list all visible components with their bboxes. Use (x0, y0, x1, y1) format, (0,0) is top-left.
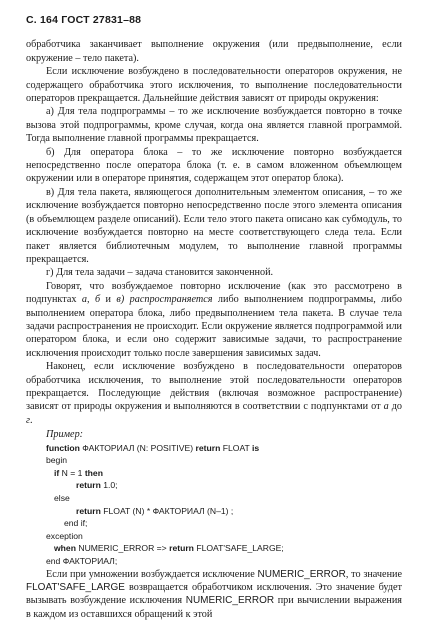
code-line-4: return 1.0; (76, 480, 118, 491)
paragraph-handler-exception (26, 360, 402, 427)
propagation-ref-ab: а, б (81, 294, 101, 306)
propagation-text-2: и (100, 294, 117, 306)
document-page (26, 14, 402, 621)
code-line-6: return FLOAT (N) * ФАКТОРИАЛ (N–1) ; (76, 505, 234, 516)
page-header: С. 164 ГОСТ 27831–88 (26, 14, 142, 26)
handler-text-2: до (388, 401, 403, 413)
handler-ref-g: г (26, 414, 30, 426)
code-line-7: end if; (64, 518, 88, 529)
numeric-error-term-2: NUMERIC_ERROR (185, 595, 275, 607)
code-line-1: function ФАКТОРИАЛ (N: POSITIVE) return FLOAT is (46, 442, 260, 453)
safe-large-term: FLOAT'SAFE_LARGE (26, 581, 125, 593)
propagation-text-1: Говорят, что возбуждаемое повторно исключение (как это рассмотрено в подпунктах (26, 280, 402, 306)
code-line-10: end ФАКТОРИАЛ; (46, 555, 118, 566)
handler-text-1: Наконец, если исключение возбуждено в последовательности операторов обработчика исключения, то выполнение этой последовательности операторов прекращается. Последующие действия (включая возможное распространение) зависят от природы окружения и выполняются в соответствии с подпунктами от (26, 361, 402, 413)
code-line-8: exception (46, 530, 83, 541)
paragraph-exception-in-sequence: Если исключение возбуждено в последовательности операторов окружения, не содержащего обработчика этого исключения, то выполнение последовательности операторов прекращается. Дальнейшие действия зависят от природы окружения: (26, 66, 402, 105)
handler-ref-a: а (383, 401, 389, 413)
paragraph-propagation (26, 280, 402, 360)
handler-text-3: . (29, 414, 33, 426)
code-line-9: when NUMERIC_ERROR => return FLOAT'SAFE_LARGE; (54, 543, 284, 554)
code-line-3: if N = 1 then (54, 467, 103, 478)
propagation-text-3: либо выполнением подпрограммы, либо выполнением оператора блока, либо предвыполнением тела пакета. В случае тела задачи распространения не происходит. Если окружение является подпрограммой или оператором блока, и если оно содержит зависимые задачи, то распространение исключения происходит только после завершения зависимых задач. (26, 294, 402, 359)
example-label: Пример: (46, 429, 84, 441)
paragraph-case-b: б) Для оператора блока – то же исключение повторно возбуждается непосредственно после оператора блока (т. е. в самом вложенном объемлющем окружении или в операторе принятия, содержащем этот оператор блока). (26, 146, 402, 185)
code-example (26, 442, 402, 568)
propagation-term: в) распространяется (116, 294, 213, 306)
paragraph-case-v: в) Для тела пакета, являющегося дополнительным элементом описания, – то же исключение возбуждается повторно непосредственно после этого элемента описания (в объемлющем разделе описаний). Если тело этого пакета описано как субмодуль, то исключение возбуждается повторно на месте соответствующего следа тела. Если пакет является библиотечным модулем, то выполнение главной программы прекращается. (26, 186, 402, 265)
code-line-2: begin (46, 455, 68, 466)
paragraph-case-g: г) Для тела задачи – задача становится законченной. (46, 267, 274, 279)
code-line-5: else (54, 492, 70, 503)
paragraph-case-a: а) Для тела подпрограммы – то же исключение возбуждается повторно в точке вызова этой подпрограммы, кроме случая, когда она является главной программой. Тогда выполнение главной программы прекращается. (26, 106, 402, 145)
paragraph-example-explanation: Если при умножении возбуждается исключение NUMERIC_ERROR, то значение FLOAT'SAFE_LARGE возвращается обработчиком исключения. Это значение будет вызывать возбуждение исключения NUMERIC_ERROR при вычислении выражения в каждом из оставшихся обращений к этой (26, 568, 402, 620)
paragraph-continuation: обработчика заканчивает выполнение окружения (или предвыполнение, если окружение – тело пакета). (26, 39, 402, 64)
numeric-error-term: NUMERIC_ERROR (257, 568, 346, 580)
